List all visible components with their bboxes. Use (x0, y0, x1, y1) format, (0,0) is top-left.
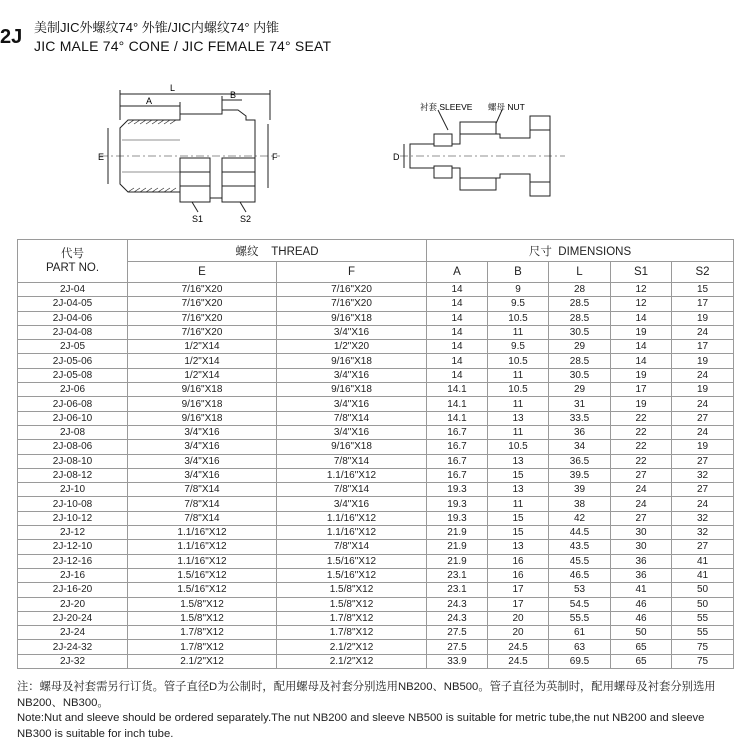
table-cell: 19.3 (427, 511, 488, 525)
table-cell: 9.5 (488, 297, 549, 311)
part-number-cell: 2J-10-08 (18, 497, 128, 511)
table-cell: 14 (427, 354, 488, 368)
table-cell: 10.5 (488, 311, 549, 325)
table-cell: 27 (611, 468, 672, 482)
table-cell: 20 (488, 611, 549, 625)
table-row (18, 611, 734, 625)
sleeve-label: 衬套 SLEEVE (420, 102, 473, 112)
part-number-cell: 2J-20 (18, 597, 128, 611)
table-cell: 29 (549, 383, 611, 397)
table-cell: 14.1 (427, 383, 488, 397)
table-cell: 27 (672, 411, 734, 425)
table-cell: 3/4"X16 (277, 397, 427, 411)
table-cell: 54.5 (549, 597, 611, 611)
table-cell: 75 (672, 640, 734, 654)
table-cell: 42 (549, 511, 611, 525)
table-cell: 16 (488, 568, 549, 582)
table-cell: 14 (611, 340, 672, 354)
table-cell: 16.7 (427, 454, 488, 468)
table-cell: 24.3 (427, 597, 488, 611)
table-cell: 1.5/8"X12 (128, 597, 277, 611)
dimensions-header: 尺寸 DIMENSIONS (427, 240, 734, 262)
table-cell: 1.1/16"X12 (128, 526, 277, 540)
table-cell: 19.3 (427, 497, 488, 511)
table-cell: 3/4"X16 (128, 425, 277, 439)
table-cell: 7/16"X20 (128, 283, 277, 297)
table-cell: 22 (611, 454, 672, 468)
table-row (18, 283, 734, 297)
part-number-cell: 2J-05-06 (18, 354, 128, 368)
dim-f-label: F (272, 152, 278, 162)
table-cell: 11 (488, 368, 549, 382)
table-cell: 9 (488, 283, 549, 297)
table-header-row (18, 240, 734, 262)
table-cell: 31 (549, 397, 611, 411)
table-cell: 38 (549, 497, 611, 511)
table-cell: 24 (672, 397, 734, 411)
table-cell: 9/16"X18 (128, 383, 277, 397)
technical-drawings (0, 80, 750, 230)
table-cell: 29 (549, 340, 611, 354)
table-row (18, 468, 734, 482)
table-cell: 36.5 (549, 454, 611, 468)
part-number-cell: 2J-32 (18, 654, 128, 668)
column-header-s1: S1 (611, 262, 672, 283)
dim-b-label: B (230, 90, 237, 100)
table-cell: 14.1 (427, 397, 488, 411)
table-cell: 53 (549, 583, 611, 597)
table-cell: 14 (427, 368, 488, 382)
table-cell: 27 (672, 483, 734, 497)
table-cell: 36 (549, 425, 611, 439)
table-cell: 12 (611, 297, 672, 311)
part-number-cell: 2J-06-10 (18, 411, 128, 425)
part-number-cell: 2J-05 (18, 340, 128, 354)
part-number-cell: 2J-08 (18, 425, 128, 439)
table-cell: 24 (672, 425, 734, 439)
table-row (18, 297, 734, 311)
footnote (17, 680, 737, 742)
table-cell: 13 (488, 540, 549, 554)
dim-s2-label: S2 (240, 214, 252, 224)
part-number-cell: 2J-08-12 (18, 468, 128, 482)
table-cell: 61 (549, 626, 611, 640)
column-header-e: E (128, 262, 277, 283)
assembly-drawing (390, 100, 590, 220)
part-number-cell: 2J-10 (18, 483, 128, 497)
table-cell: 24.5 (488, 640, 549, 654)
title-chinese: 美制JIC外螺纹74° 外锥/JIC内螺纹74° 内锥 (34, 20, 280, 35)
table-cell: 7/8"X14 (277, 454, 427, 468)
part-number-cell: 2J-24-32 (18, 640, 128, 654)
table-cell: 45.5 (549, 554, 611, 568)
table-cell: 27 (672, 454, 734, 468)
table-cell: 27.5 (427, 640, 488, 654)
table-cell: 46 (611, 597, 672, 611)
table-cell: 7/16"X20 (128, 325, 277, 339)
table-cell: 30 (611, 540, 672, 554)
table-cell: 19 (672, 311, 734, 325)
table-cell: 1.7/8"X12 (277, 611, 427, 625)
table-cell: 21.9 (427, 526, 488, 540)
table-row (18, 383, 734, 397)
table-cell: 39 (549, 483, 611, 497)
table-cell: 36 (611, 554, 672, 568)
table-cell: 20 (488, 626, 549, 640)
table-cell: 7/16"X20 (128, 311, 277, 325)
page-header (0, 0, 750, 60)
table-cell: 1.1/16"X12 (128, 540, 277, 554)
table-row (18, 526, 734, 540)
table-cell: 46 (611, 611, 672, 625)
table-cell: 16.7 (427, 425, 488, 439)
part-number-cell: 2J-08-06 (18, 440, 128, 454)
table-cell: 33.9 (427, 654, 488, 668)
table-cell: 55 (672, 611, 734, 625)
table-cell: 30.5 (549, 368, 611, 382)
table-cell: 28.5 (549, 354, 611, 368)
table-cell: 7/8"X14 (277, 483, 427, 497)
table-row (18, 340, 734, 354)
table-cell: 44.5 (549, 526, 611, 540)
table-cell: 1.5/16"X12 (277, 554, 427, 568)
table-cell: 11 (488, 497, 549, 511)
part-number-cell: 2J-04-05 (18, 297, 128, 311)
part-number-cell: 2J-04 (18, 283, 128, 297)
table-row (18, 597, 734, 611)
table-cell: 14 (427, 283, 488, 297)
table-cell: 1.5/8"X12 (277, 583, 427, 597)
table-cell: 19 (611, 368, 672, 382)
table-cell: 11 (488, 325, 549, 339)
table-row (18, 397, 734, 411)
table-cell: 14 (611, 311, 672, 325)
table-cell: 33.5 (549, 411, 611, 425)
table-cell: 24 (672, 325, 734, 339)
part-number-cell: 2J-05-08 (18, 368, 128, 382)
table-cell: 17 (488, 583, 549, 597)
table-row (18, 354, 734, 368)
table-row (18, 368, 734, 382)
table-cell: 50 (672, 597, 734, 611)
table-cell: 1.7/8"X12 (128, 640, 277, 654)
column-header-b: B (488, 262, 549, 283)
table-cell: 1.5/16"X12 (128, 583, 277, 597)
part-number-cell: 2J-20-24 (18, 611, 128, 625)
table-cell: 30.5 (549, 325, 611, 339)
table-cell: 1.5/16"X12 (128, 568, 277, 582)
part-number-cell: 2J-10-12 (18, 511, 128, 525)
dim-e-label: E (98, 152, 105, 162)
table-cell: 9/16"X18 (277, 383, 427, 397)
table-cell: 1.5/8"X12 (277, 597, 427, 611)
column-header-s2: S2 (672, 262, 734, 283)
table-cell: 27 (611, 511, 672, 525)
table-row (18, 540, 734, 554)
dimensions-table-wrapper (17, 239, 733, 669)
table-cell: 19 (672, 440, 734, 454)
table-row (18, 511, 734, 525)
table-cell: 28.5 (549, 297, 611, 311)
table-cell: 7/8"X14 (277, 540, 427, 554)
table-cell: 1.7/8"X12 (128, 626, 277, 640)
table-cell: 50 (611, 626, 672, 640)
table-cell: 2.1/2"X12 (128, 654, 277, 668)
table-cell: 55 (672, 626, 734, 640)
table-cell: 3/4"X16 (128, 440, 277, 454)
column-header-l: L (549, 262, 611, 283)
part-number-cell: 2J-04-08 (18, 325, 128, 339)
column-header-f: F (277, 262, 427, 283)
table-cell: 10.5 (488, 383, 549, 397)
table-cell: 2.1/2"X12 (277, 640, 427, 654)
dim-a-label: A (146, 96, 153, 106)
table-cell: 21.9 (427, 554, 488, 568)
table-cell: 17 (488, 597, 549, 611)
table-row (18, 454, 734, 468)
table-cell: 34 (549, 440, 611, 454)
table-cell: 32 (672, 468, 734, 482)
table-cell: 15 (672, 283, 734, 297)
table-cell: 9/16"X18 (277, 311, 427, 325)
table-cell: 10.5 (488, 440, 549, 454)
table-cell: 15 (488, 526, 549, 540)
table-row (18, 311, 734, 325)
table-cell: 9/16"X18 (128, 397, 277, 411)
table-cell: 3/4"X16 (277, 497, 427, 511)
table-cell: 46.5 (549, 568, 611, 582)
table-cell: 7/8"X14 (128, 483, 277, 497)
series-code: 2J (0, 26, 23, 48)
table-cell: 24.5 (488, 654, 549, 668)
table-cell: 14 (611, 354, 672, 368)
table-cell: 22 (611, 440, 672, 454)
part-number-cell: 2J-12-10 (18, 540, 128, 554)
table-cell: 15 (488, 468, 549, 482)
table-cell: 27.5 (427, 626, 488, 640)
table-row (18, 626, 734, 640)
table-cell: 32 (672, 511, 734, 525)
table-cell: 3/4"X16 (277, 425, 427, 439)
part-number-cell: 2J-08-10 (18, 454, 128, 468)
table-body (18, 283, 734, 669)
table-cell: 19 (611, 325, 672, 339)
table-cell: 13 (488, 483, 549, 497)
table-cell: 41 (672, 554, 734, 568)
table-row (18, 325, 734, 339)
table-row (18, 583, 734, 597)
table-cell: 63 (549, 640, 611, 654)
table-cell: 24 (672, 368, 734, 382)
table-cell: 14 (427, 340, 488, 354)
table-cell: 21.9 (427, 540, 488, 554)
part-no-header-cn: 代号 (61, 248, 84, 260)
table-cell: 9/16"X18 (128, 411, 277, 425)
table-row (18, 640, 734, 654)
table-cell: 19 (611, 397, 672, 411)
part-number-cell: 2J-16 (18, 568, 128, 582)
table-cell: 7/8"X14 (128, 511, 277, 525)
title-english: JIC MALE 74° CONE / JIC FEMALE 74° SEAT (34, 38, 332, 54)
table-cell: 19 (672, 354, 734, 368)
table-cell: 17 (672, 340, 734, 354)
table-cell: 7/16"X20 (128, 297, 277, 311)
dimensions-table (17, 239, 734, 669)
footnote-english: Note:Nut and sleeve should be ordered separately.The nut NB200 and sleeve NB500 is suitable for metric tube,the nut NB200 and sleeve NB300 is suitable for inch tube. (17, 712, 705, 740)
table-cell: 50 (672, 583, 734, 597)
table-cell: 41 (672, 568, 734, 582)
part-number-cell: 2J-06 (18, 383, 128, 397)
table-cell: 3/4"X16 (277, 368, 427, 382)
table-cell: 23.1 (427, 583, 488, 597)
table-cell: 7/16"X20 (277, 283, 427, 297)
table-cell: 1/2"X14 (128, 340, 277, 354)
table-cell: 14 (427, 311, 488, 325)
table-cell: 24 (611, 497, 672, 511)
table-cell: 39.5 (549, 468, 611, 482)
table-cell: 14 (427, 325, 488, 339)
table-cell: 1/2"X14 (128, 368, 277, 382)
table-cell: 17 (611, 383, 672, 397)
table-cell: 28.5 (549, 311, 611, 325)
dim-l-label: L (170, 83, 176, 93)
table-cell: 41 (611, 583, 672, 597)
table-cell: 3/4"X16 (277, 325, 427, 339)
part-number-cell: 2J-06-08 (18, 397, 128, 411)
table-cell: 32 (672, 526, 734, 540)
table-row (18, 654, 734, 668)
table-cell: 1.1/16"X12 (277, 526, 427, 540)
table-cell: 1.5/16"X12 (277, 568, 427, 582)
part-no-header-en: PART NO. (45, 262, 100, 274)
table-row (18, 425, 734, 439)
table-row (18, 483, 734, 497)
table-row (18, 440, 734, 454)
table-cell: 24 (611, 483, 672, 497)
table-cell: 24 (672, 497, 734, 511)
part-number-cell: 2J-16-20 (18, 583, 128, 597)
table-cell: 1.7/8"X12 (277, 626, 427, 640)
table-cell: 3/4"X16 (128, 454, 277, 468)
table-cell: 7/8"X14 (128, 497, 277, 511)
table-cell: 9/16"X18 (277, 354, 427, 368)
table-cell: 23.1 (427, 568, 488, 582)
table-cell: 1/2"X14 (128, 354, 277, 368)
part-number-cell: 2J-24 (18, 626, 128, 640)
thread-header: 螺纹 THREAD (128, 240, 427, 262)
footnote-chinese: 注：螺母及衬套需另行订货。管子直径D为公制时，配用螺母及衬套分别选用NB200、NB500。管子直径为英制时，配用螺母及衬套分别选用NB200、NB300。 (17, 681, 716, 709)
table-cell: 22 (611, 411, 672, 425)
table-cell: 22 (611, 425, 672, 439)
table-cell: 69.5 (549, 654, 611, 668)
table-cell: 17 (672, 297, 734, 311)
table-cell: 10.5 (488, 354, 549, 368)
table-cell: 1.1/16"X12 (277, 511, 427, 525)
table-cell: 27 (672, 540, 734, 554)
table-cell: 15 (488, 511, 549, 525)
table-cell: 16.7 (427, 468, 488, 482)
table-cell: 24.3 (427, 611, 488, 625)
table-cell: 19.3 (427, 483, 488, 497)
dim-s1-label: S1 (192, 214, 204, 224)
table-cell: 13 (488, 454, 549, 468)
part-number-cell: 2J-12-16 (18, 554, 128, 568)
part-no-header (18, 240, 128, 283)
table-cell: 28 (549, 283, 611, 297)
table-cell: 13 (488, 411, 549, 425)
table-row (18, 411, 734, 425)
table-cell: 75 (672, 654, 734, 668)
nut-label: 螺母 NUT (488, 102, 525, 112)
table-cell: 11 (488, 397, 549, 411)
table-row (18, 554, 734, 568)
table-cell: 1.1/16"X12 (128, 554, 277, 568)
table-cell: 11 (488, 425, 549, 439)
part-number-cell: 2J-12 (18, 526, 128, 540)
table-cell: 14 (427, 297, 488, 311)
table-cell: 55.5 (549, 611, 611, 625)
table-row (18, 568, 734, 582)
table-cell: 7/16"X20 (277, 297, 427, 311)
table-cell: 2.1/2"X12 (277, 654, 427, 668)
table-cell: 3/4"X16 (128, 468, 277, 482)
table-cell: 1.5/8"X12 (128, 611, 277, 625)
table-cell: 9.5 (488, 340, 549, 354)
table-cell: 16.7 (427, 440, 488, 454)
table-cell: 65 (611, 640, 672, 654)
table-cell: 30 (611, 526, 672, 540)
part-number-cell: 2J-04-06 (18, 311, 128, 325)
table-cell: 16 (488, 554, 549, 568)
table-cell: 12 (611, 283, 672, 297)
fitting-drawing (80, 80, 420, 230)
dim-d-label: D (393, 152, 400, 162)
table-cell: 65 (611, 654, 672, 668)
table-cell: 9/16"X18 (277, 440, 427, 454)
table-cell: 1/2"X20 (277, 340, 427, 354)
table-cell: 19 (672, 383, 734, 397)
column-header-a: A (427, 262, 488, 283)
table-cell: 7/8"X14 (277, 411, 427, 425)
table-cell: 43.5 (549, 540, 611, 554)
table-cell: 1.1/16"X12 (277, 468, 427, 482)
table-cell: 36 (611, 568, 672, 582)
table-row (18, 497, 734, 511)
table-cell: 14.1 (427, 411, 488, 425)
